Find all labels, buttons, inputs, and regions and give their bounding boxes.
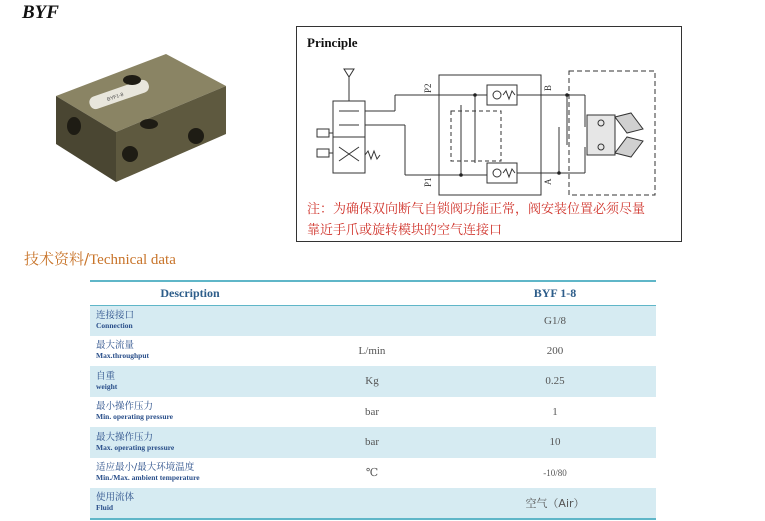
model-header: BYF 1-8 <box>454 281 656 305</box>
technical-data-heading <box>24 248 176 269</box>
installation-note <box>307 199 677 241</box>
row-label-cn: 最小操作压力 <box>96 401 154 413</box>
product-photo <box>48 52 228 184</box>
table-row <box>90 427 656 458</box>
product-label: BYF1-8 <box>106 91 125 103</box>
row-label-en: Fluid <box>96 503 114 513</box>
row-value: G1/8 <box>544 314 566 327</box>
principle-title: Principle <box>307 35 358 50</box>
port-b-label: B <box>543 84 553 91</box>
row-unit: Kg <box>365 375 379 388</box>
row-unit <box>290 488 454 519</box>
row-value: 1 <box>552 405 558 418</box>
pneumatic-schematic <box>305 67 677 207</box>
note-line-1: 注：为确保双向断气自锁阀功能正常，阀安装位置必须尽量 <box>307 202 646 217</box>
row-unit <box>290 305 454 336</box>
table-row <box>90 366 656 397</box>
row-label-cn: 连接接口 <box>96 310 135 321</box>
table-row <box>90 458 656 489</box>
row-label-en: Max. operating pressure <box>96 442 175 452</box>
table-row <box>90 336 656 367</box>
technical-data-heading-en: Technical data <box>89 252 176 268</box>
row-label-en: Min./Max. ambient temperature <box>96 473 200 483</box>
row-unit: bar <box>364 405 380 418</box>
specification-table <box>90 280 656 520</box>
row-description <box>90 336 290 367</box>
row-unit: ℃ <box>365 467 379 480</box>
row-description <box>90 366 290 397</box>
row-label-cn: 最大操作压力 <box>96 431 154 443</box>
port-a-label: A <box>543 178 553 185</box>
table-row <box>90 305 656 336</box>
row-label-en: Max.throughput <box>96 351 149 361</box>
row-label-cn: 适应最小/最大环境温度 <box>96 462 195 474</box>
port-p2-label: P2 <box>423 83 433 93</box>
row-label-cn: 使用流体 <box>96 492 135 504</box>
description-header: Description <box>90 281 290 305</box>
row-description <box>90 458 290 489</box>
technical-data-heading-cn: 技术资料/ <box>24 250 90 268</box>
row-label-cn: 自重 <box>96 370 116 382</box>
unit-header <box>290 281 454 305</box>
table-row <box>90 488 656 519</box>
table-row <box>90 397 656 428</box>
row-description <box>90 488 290 519</box>
row-description <box>90 397 290 428</box>
row-label-en: Connection <box>96 321 133 330</box>
row-description <box>90 305 290 336</box>
row-label-en: weight <box>96 381 118 391</box>
row-unit: bar <box>364 436 380 449</box>
port-p1-label: P1 <box>423 177 433 187</box>
principle-panel <box>296 26 682 242</box>
row-label-en: Min. operating pressure <box>96 412 174 422</box>
page-title: BYF <box>22 2 59 23</box>
row-label-cn: 最大流量 <box>96 340 135 352</box>
row-value: 200 <box>546 344 564 357</box>
row-value: 空气（Air） <box>525 496 585 510</box>
row-value: 0.25 <box>545 375 565 388</box>
row-description <box>90 427 290 458</box>
note-line-2: 靠近手爪或旋转模块的空气连接口 <box>307 223 503 238</box>
row-value: 10 <box>549 436 561 449</box>
row-value: -10/80 <box>543 467 567 478</box>
table-header-row <box>90 281 656 305</box>
row-unit: L/min <box>358 344 386 357</box>
